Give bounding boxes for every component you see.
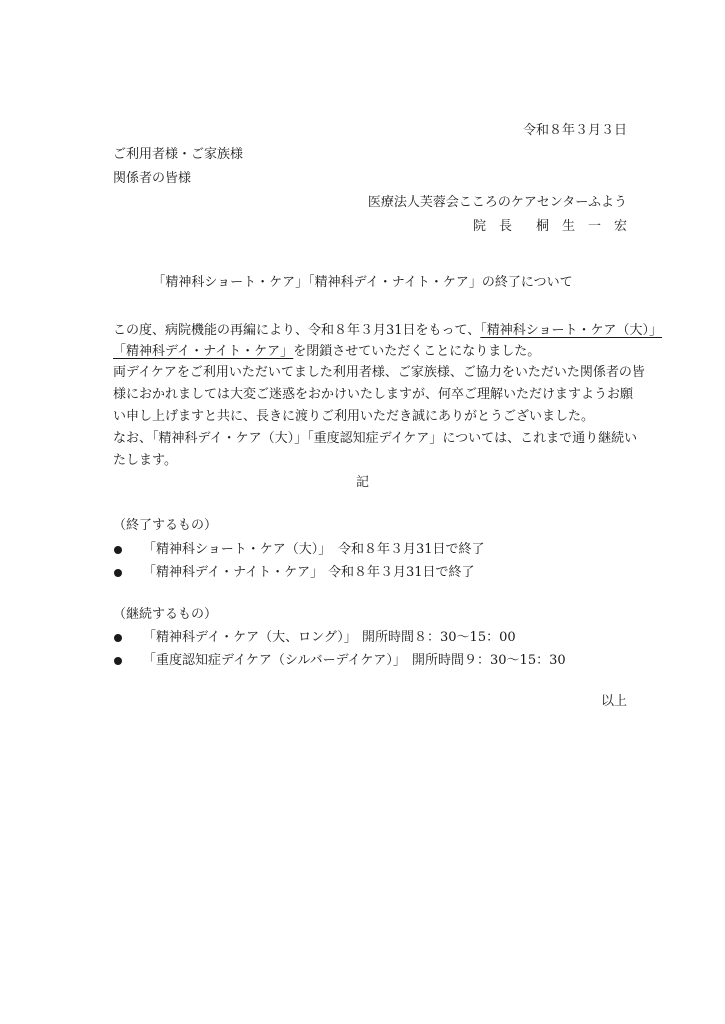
sender-signature	[473, 218, 627, 236]
continuing-item-name: 「精神科デイ・ケア（大、ロング）」	[143, 630, 357, 645]
recipient-related-parties: 関係者の皆様	[113, 171, 192, 186]
sender-name: 桐 生 一 宏	[535, 219, 627, 234]
ki-mark: 記	[355, 475, 369, 490]
continuing-item-detail: 開所時間８：30〜15：00	[362, 630, 516, 645]
continuing-item-name: 「重度認知症デイケア（シルバーデイケア）」	[143, 653, 406, 668]
body-paragraph-2-line-3: い申し上げますと共に、長きに渡りご利用いただき誠にありがとうございました。	[113, 409, 595, 424]
ending-services-heading: （終了するもの）	[113, 518, 218, 533]
closing-ijou: 以上	[600, 694, 627, 709]
body-paragraph-1-line-2	[113, 343, 540, 361]
recipient-users-families: ご利用者様・ご家族様	[113, 147, 244, 162]
document-date: 令和８年３月３日	[522, 123, 627, 138]
bullet-icon	[114, 657, 122, 665]
ending-item-name: 「精神科デイ・ナイト・ケア」	[143, 565, 324, 580]
p1-prefix: この度、病院機能の再編により、令和８年３月31日をもって、	[113, 323, 481, 338]
ending-item-name: 「精神科ショート・ケア（大）」	[143, 542, 332, 557]
body-paragraph-1-line-1	[113, 322, 662, 340]
bullet-icon	[114, 634, 122, 642]
body-paragraph-3-line-2: たします。	[113, 453, 177, 468]
p1-suffix: を閉鎖させていただくことになりました。	[293, 344, 541, 359]
ending-item-detail: 令和８年３月31日で終了	[338, 542, 485, 557]
continuing-services-heading: （継続するもの）	[113, 607, 218, 622]
bullet-icon	[114, 546, 122, 554]
body-paragraph-2-line-1: 両デイケアをご利用いただいてました利用者様、ご家族様、ご協力をいただいた関係者の皆	[113, 365, 645, 380]
p1-underlined-day-night-care: 「精神科デイ・ナイト・ケア」	[113, 344, 294, 359]
continuing-item-detail: 開所時間９：30〜15：30	[412, 653, 566, 668]
ending-item-detail: 令和８年３月31日で終了	[328, 565, 475, 580]
sender-role: 院 長	[472, 219, 512, 234]
body-paragraph-2-line-2: 様におかれましては大変ご迷惑をおかけいたしますが、何卒ご理解いただけますようお願	[113, 387, 634, 402]
body-paragraph-3-line-1: なお、「精神科デイ・ケア（大）」「重度認知症デイケア」については、これまで通り継続い	[113, 431, 638, 446]
p1-underlined-short-care: 「精神科ショート・ケア（大）」	[480, 323, 663, 338]
sender-organization: 医療法人芙蓉会こころのケアセンターふよう	[367, 195, 627, 210]
page-title: 「精神科ショート・ケア」「精神科デイ・ナイト・ケア」の終了について	[152, 275, 573, 290]
bullet-icon	[114, 569, 122, 577]
